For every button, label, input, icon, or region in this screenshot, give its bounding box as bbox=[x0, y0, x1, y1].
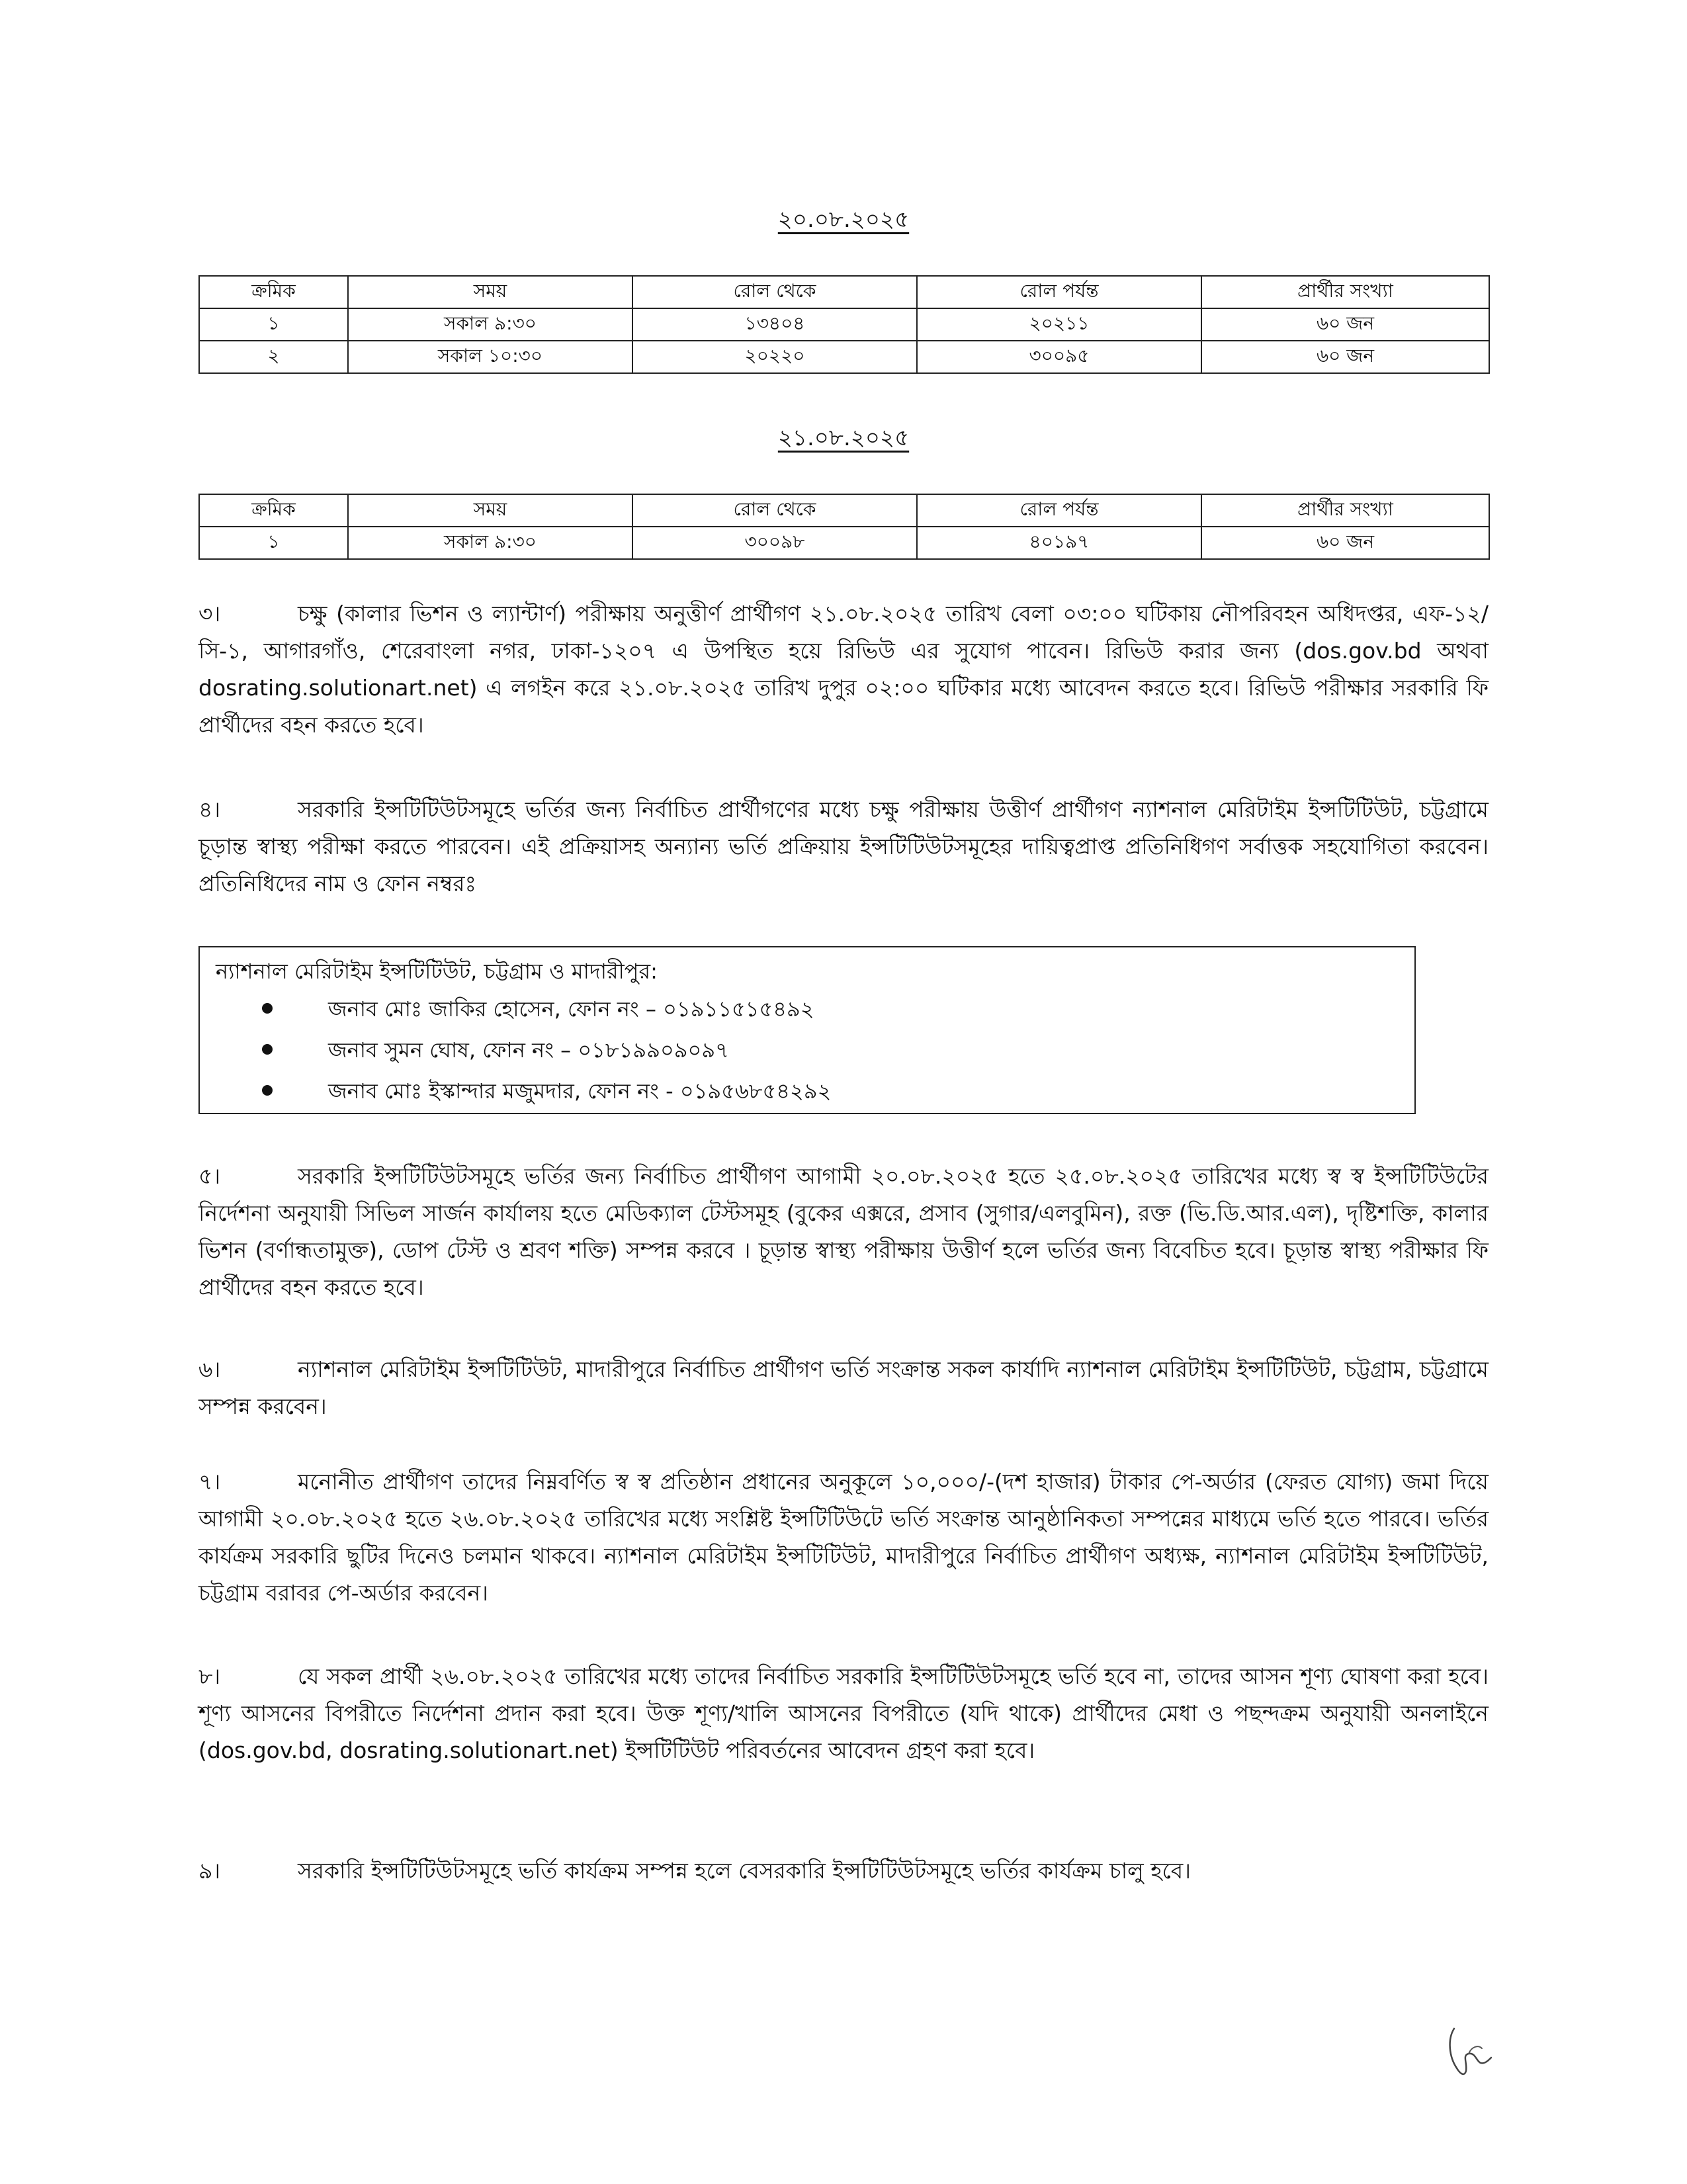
list-item bbox=[262, 1029, 1399, 1070]
paragraph-number: ৩। bbox=[198, 601, 221, 627]
paragraph-8 bbox=[198, 1658, 1489, 1769]
header-roll-to: রোল পর্যন্ত bbox=[917, 494, 1201, 527]
header-roll-from: রোল থেকে bbox=[632, 494, 917, 527]
contact-box bbox=[198, 946, 1416, 1114]
bullet-icon bbox=[262, 1085, 273, 1096]
table-row bbox=[199, 308, 1489, 341]
contact-box-title: ন্যাশনাল মেরিটাইম ইন্সটিটিউট, চট্টগ্রাম ও মাদারীপুর: bbox=[216, 959, 658, 984]
table-cell: ৬০ জন bbox=[1201, 527, 1489, 559]
header-serial: ক্রমিক bbox=[199, 276, 348, 308]
table-row bbox=[199, 341, 1489, 373]
table-cell: ১৩৪০৪ bbox=[632, 308, 917, 341]
paragraph-text: সরকারি ইন্সটিটিউটসমূহে ভর্তি কার্যক্রম সম্পন্ন হলে বেসরকারি ইন্সটিটিউটসমূহে ভর্তির কার্যক্রম চালু হবে। bbox=[298, 1858, 1191, 1884]
paragraph-number: ৮। bbox=[198, 1663, 221, 1689]
table-cell: সকাল ৯:৩০ bbox=[348, 308, 632, 341]
table-cell: ৬০ জন bbox=[1201, 341, 1489, 373]
table-cell: সকাল ৯:৩০ bbox=[348, 527, 632, 559]
header-time: সময় bbox=[348, 276, 632, 308]
table-header-row bbox=[199, 494, 1489, 527]
paragraph-5 bbox=[198, 1158, 1489, 1306]
contact-entry: জনাব মোঃ ইস্কান্দার মজুমদার, ফোন নং - ০১৯৫৬৮৫৪২৯২ bbox=[328, 1078, 832, 1104]
table-cell: সকাল ১০:৩০ bbox=[348, 341, 632, 373]
paragraph-text: মনোনীত প্রার্থীগণ তাদের নিম্নবর্ণিত স্ব স্ব প্রতিষ্ঠান প্রধানের অনুকূলে ১০,০০০/-(দশ হাজার) টাকার পে-অর্ডার (ফেরত যোগ্য) জমা দিয়ে আগামী ২০.০৮.২০২৫ হতে ২৬.০৮.২০২৫ তারিখের মধ্যে সংশ্লিষ্ট ইন্সটিটিউটে ভর্তি সংক্রান্ত আনুষ্ঠানিকতা সম্পন্নের মাধ্যমে ভর্তি হতে পারবে। ভর্তির কার্যক্রম সরকারি ছুটির দিনেও চলমান থাকবে। ন্যাশনাল মেরিটাইম ইন্সটিটিউট, মাদারীপুরে নির্বাচিত প্রার্থীগণ অধ্যক্ষ, ন্যাশনাল মেরিটাইম ইন্সটিটিউট, চট্টগ্রাম বরাবর পে-অর্ডার করবেন। bbox=[198, 1469, 1489, 1606]
list-item bbox=[262, 1070, 1399, 1112]
header-roll-to: রোল পর্যন্ত bbox=[917, 276, 1201, 308]
paragraph-text: চক্ষু (কালার ভিশন ও ল্যান্টার্ণ) পরীক্ষায় অনুত্তীর্ণ প্রার্থীগণ ২১.০৮.২০২৫ তারিখ বেলা ০৩:০০ ঘটিকায় নৌপরিবহন অধিদপ্তর, এফ-১২/সি-১, আগারগাঁও, শেরেবাংলা নগর, ঢাকা-১২০৭ এ উপস্থিত হয়ে রিভিউ এর সুযোগ পাবেন। রিভিউ করার জন্য (dos.gov.bd অথবা dosrating.solutionart.net) এ লগইন করে ২১.০৮.২০২৫ তারিখ দুপুর ০২:০০ ঘটিকার মধ্যে আবেদন করতে হবে। রিভিউ পরীক্ষার সরকারি ফি প্রার্থীদের বহন করতে হবে। bbox=[198, 601, 1489, 738]
table-header-row bbox=[199, 276, 1489, 308]
table-cell: ৩০০৯৫ bbox=[917, 341, 1201, 373]
table-cell: ২০২১১ bbox=[917, 308, 1201, 341]
contact-entry: জনাব সুমন ঘোষ, ফোন নং – ০১৮১৯৯০৯০৯৭ bbox=[328, 1037, 729, 1063]
schedule-date-heading: ২১.০৮.২০২৫ bbox=[777, 425, 910, 451]
signature-mark bbox=[1442, 2025, 1495, 2084]
paragraph-text: সরকারি ইন্সটিটিউটসমূহে ভর্তির জন্য নির্বাচিত প্রার্থীগণ আগামী ২০.০৮.২০২৫ হতে ২৫.০৮.২০২৫ তারিখের মধ্যে স্ব স্ব ইন্সটিটিউটের নির্দেশনা অনুযায়ী সিভিল সার্জন কার্যালয় হতে মেডিক্যাল টেস্টসমূহ (বুকের এক্সরে, প্রসাব (সুগার/এলবুমিন), রক্ত (ভি.ডি.আর.এল), দৃষ্টিশক্তি, কালার ভিশন (বর্ণান্ধতামুক্ত), ডোপ টেস্ট ও শ্রবণ শক্তি) সম্পন্ন করবে । চূড়ান্ত স্বাস্থ্য পরীক্ষায় উত্তীর্ণ হলে ভর্তির জন্য বিবেচিত হবে। চূড়ান্ত স্বাস্থ্য পরীক্ষার ফি প্রার্থীদের বহন করতে হবে। bbox=[198, 1163, 1489, 1300]
header-candidate-count: প্রার্থীর সংখ্যা bbox=[1201, 494, 1489, 527]
table-cell: ২০২২০ bbox=[632, 341, 917, 373]
paragraph-number: ৯। bbox=[198, 1858, 221, 1884]
table-cell: ৪০১৯৭ bbox=[917, 527, 1201, 559]
paragraph-4 bbox=[198, 791, 1489, 902]
paragraph-number: ৭। bbox=[198, 1469, 221, 1495]
table-cell: ১ bbox=[199, 308, 348, 341]
table-cell: ৬০ জন bbox=[1201, 308, 1489, 341]
header-time: সময় bbox=[348, 494, 632, 527]
bullet-icon bbox=[262, 1003, 273, 1014]
paragraph-text: যে সকল প্রার্থী ২৬.০৮.২০২৫ তারিখের মধ্যে তাদের নির্বাচিত সরকারি ইন্সটিটিউটসমূহে ভর্তি হবে না, তাদের আসন শূণ্য ঘোষণা করা হবে। শূণ্য আসনের বিপরীতে নির্দেশনা প্রদান করা হবে। উক্ত শূণ্য/খালি আসনের বিপরীতে (যদি থাকে) প্রার্থীদের মেধা ও পছন্দক্রম অনুযায়ী অনলাইনে (dos.gov.bd, dosrating.solutionart.net) ইন্সটিটিউট পরিবর্তনের আবেদন গ্রহণ করা হবে। bbox=[198, 1663, 1489, 1763]
table-cell: ৩০০৯৮ bbox=[632, 527, 917, 559]
paragraph-6 bbox=[198, 1351, 1489, 1425]
table-row bbox=[199, 527, 1489, 559]
header-serial: ক্রমিক bbox=[199, 494, 348, 527]
paragraph-7 bbox=[198, 1463, 1489, 1612]
paragraph-number: ৫। bbox=[198, 1163, 221, 1189]
paragraph-3 bbox=[198, 595, 1489, 744]
header-candidate-count: প্রার্থীর সংখ্যা bbox=[1201, 276, 1489, 308]
paragraph-9 bbox=[198, 1853, 1489, 1890]
header-roll-from: রোল থেকে bbox=[632, 276, 917, 308]
paragraph-number: ৬। bbox=[198, 1356, 221, 1382]
contact-entry: জনাব মোঃ জাকির হোসেন, ফোন নং – ০১৯১১৫১৫৪৯২ bbox=[328, 996, 814, 1022]
table-cell: ২ bbox=[199, 341, 348, 373]
schedule-date-heading: ২০.০৮.২০২৫ bbox=[777, 206, 910, 233]
schedule-table bbox=[198, 494, 1490, 560]
list-item bbox=[262, 988, 1399, 1029]
contact-list bbox=[216, 988, 1399, 1112]
bullet-icon bbox=[262, 1044, 273, 1055]
paragraph-number: ৪। bbox=[198, 797, 221, 822]
paragraph-text: ন্যাশনাল মেরিটাইম ইন্সটিটিউট, মাদারীপুরে নির্বাচিত প্রার্থীগণ ভর্তি সংক্রান্ত সকল কার্যাদি ন্যাশনাল মেরিটাইম ইন্সটিটিউট, চট্টগ্রাম, চট্টগ্রামে সম্পন্ন করবেন। bbox=[198, 1356, 1489, 1419]
schedule-table bbox=[198, 275, 1490, 374]
table-cell: ১ bbox=[199, 527, 348, 559]
paragraph-text: সরকারি ইন্সটিটিউটসমূহে ভর্তির জন্য নির্বাচিত প্রার্থীগণের মধ্যে চক্ষু পরীক্ষায় উত্তীর্ণ প্রার্থীগণ ন্যাশনাল মেরিটাইম ইন্সটিটিউট, চট্টগ্রামে চূড়ান্ত স্বাস্থ্য পরীক্ষা করতে পারবেন। এই প্রক্রিয়াসহ অন্যান্য ভর্তি প্রক্রিয়ায় ইন্সটিটিউটসমূহের দায়িত্বপ্রাপ্ত প্রতিনিধিগণ সর্বাত্তক সহযোগিতা করবেন। প্রতিনিধিদের নাম ও ফোন নম্বরঃ bbox=[198, 797, 1489, 896]
